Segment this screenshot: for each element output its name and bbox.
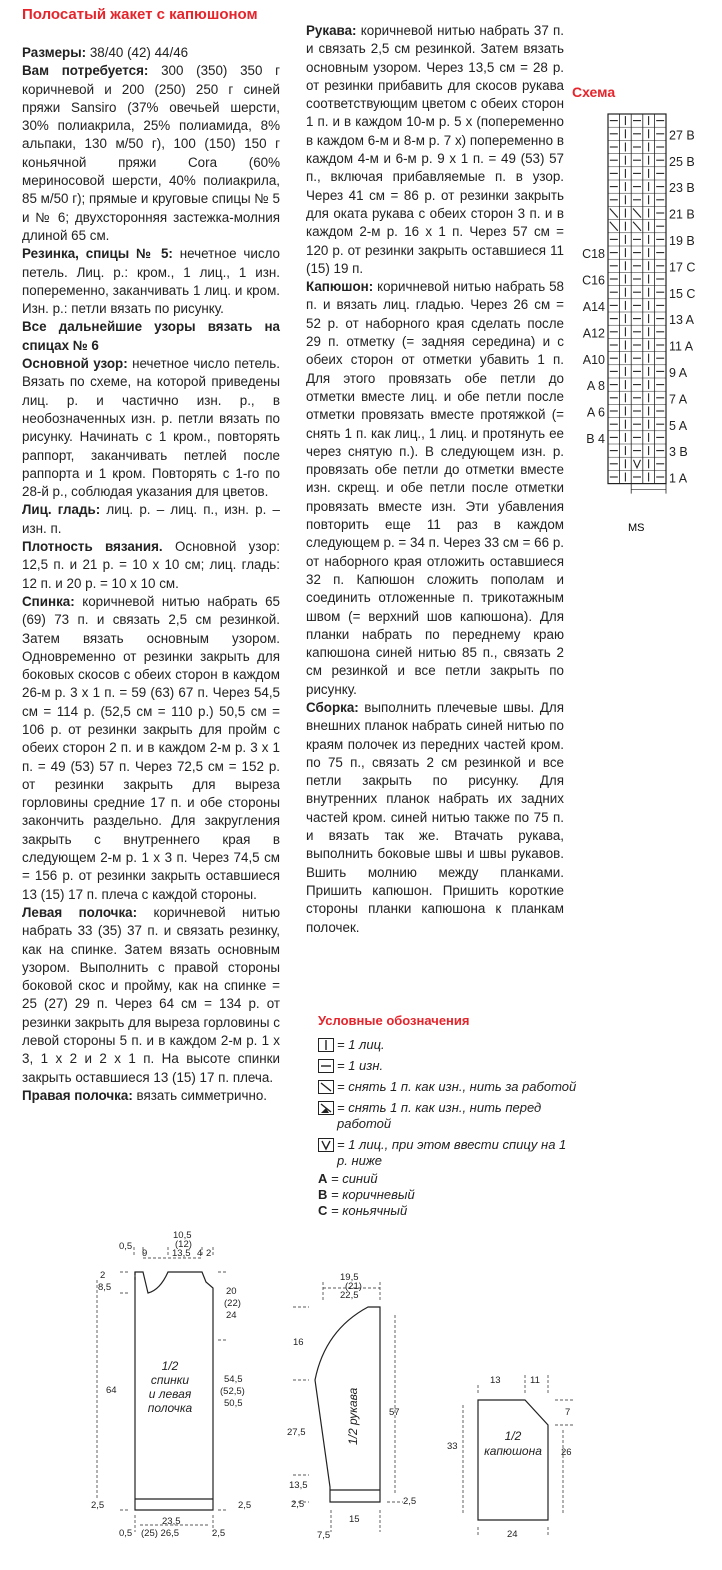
slip-front-symbol-icon — [318, 1101, 334, 1115]
paragraph-hood: Капюшон: коричневой нитью набрать 58 п. и вязать лиц. гладью. Через 26 см = 52 р. от наборного края сделать после 29 п. отметку (= задняя середина) и с обеих сторон от отметки убавить 1 п. Для этого провязать обе петли до отметки вместе лиц. и обе петли после отметки провязать вместе протяжкой (= снять 1 п. как лиц., 1 лиц. и протянуть ее через снятую п.). В следующем изн. р. провязать обе петли до отметки вместе изн. скрещ. и обе петли после отметки провязать вместе изн. Эти убавления повторить еще 11 раз в каждом следующем р. = 34 п. Через 33 см = 66 р. от наборного края отложить оставшиеся 32 п. Капюшон сложить пополам и соединить отложенные п. трикотажным швом (= верхний шов капюшона). Для планки набрать по переднему краю капюшона синей нитью 85 п., связать 2 см резинкой и все петли закрыть по рисунку. — [306, 279, 564, 697]
svg-text:2,5: 2,5 — [291, 1499, 305, 1510]
svg-text:24: 24 — [507, 1529, 518, 1540]
svg-text:24: 24 — [226, 1310, 237, 1321]
paragraph-assembly: Сборка: выполнить плечевые швы. Для внешних планок набрать синей нитью по краям полочек из передних частей кром. по 75 п., связать 2 см резинкой и все петли закрыть по рисунку. Для внутренних планок набрать их задних частей кром. синей нитью также по 75 п. и вязать так же. Втачать рукава, выполнить боковые швы и швы рукавов. Вшить молнию между планками. Пришить капюшон. Пришить короткие стороны планки капюшона к планкам полочек. — [306, 699, 564, 935]
article-title: Полосатый жакет с капюшоном — [22, 6, 258, 23]
svg-text:13: 13 — [490, 1375, 501, 1386]
chart-row-label: 13 A — [669, 313, 695, 328]
chart-row-label: 25 B — [669, 154, 695, 169]
ms-label: MS — [628, 522, 645, 534]
svg-text:64: 64 — [106, 1385, 117, 1396]
svg-text:9: 9 — [142, 1248, 148, 1259]
legend-item-knit-below: = 1 лиц., при этом ввести спицу на 1 р. ниже — [318, 1137, 578, 1169]
svg-text:0,5: 0,5 — [119, 1528, 133, 1539]
paragraph-gauge: Плотность вязания. Основной узор: 12,5 п. и 21 р. = 10 х 10 см; лиц. гладь: 12 п. и 20 р. = 10 х 10 см. — [22, 539, 280, 591]
paragraph-stockinette: Лиц. гладь: лиц. р. – лиц. п., изн. р. – изн. п. — [22, 502, 280, 536]
legend-title: Условные обозначения — [318, 1013, 470, 1028]
paragraph-materials: Вам потребуется: 300 (350) 350 г коричневой и 200 (250) 250 г синей пряжи Sansiro (37% овечьей шерсти, 30% полиакрила, 25% полиамида, 8% альпаки, 130 м/50 г), 100 (150) 150 г коньячной пряжи Cora (60% мериносовой шерсти, 40% полиакрила, 85 м/50 г); прямые и круговые спицы № 5 и № 6; двухсторонняя застежка-молния длиной 65 см. — [22, 63, 280, 243]
svg-text:13,5: 13,5 — [172, 1248, 191, 1259]
chart-row-label: A14 — [582, 300, 605, 314]
svg-text:2: 2 — [206, 1248, 212, 1259]
svg-text:8,5: 8,5 — [98, 1282, 112, 1293]
text-column-left — [22, 44, 280, 1105]
paragraph-sizes: Размеры: 38/40 (42) 44/46 — [22, 45, 189, 60]
svg-text:19,5: 19,5 — [340, 1272, 359, 1283]
slip-back-symbol-icon — [318, 1080, 334, 1094]
svg-text:2,5: 2,5 — [91, 1500, 105, 1511]
legend-color-c: C = коньячный — [318, 1203, 408, 1218]
svg-text:13,5: 13,5 — [289, 1480, 308, 1491]
paragraph-back: Спинка: коричневой нитью набрать 65 (69) 73 п. и связать 2,5 см резинкой. Затем вязать основным узором. Одновременно от резинки закрыть для боковых скосов с обеих сторон в каждом 26-м р. 3 х 1 п. = 59 (63) 67 п. Через 54,5 см = 114 р. (52,5 см = 110 р.) 50,5 см = 106 р. от резинки закрыть для пройм с обеих сторон 2 п. и в каждом 2-м р. 3 х 1 п. = 49 (53) 57 п. Через 72,5 см = 152 р. от резинки закрыть для выреза горловины средние 17 п. и обе стороны закончить раздельно. Для закругления закрыть с внутреннего края в следующем 2-м р. 1 х 3 п. Через 74,5 см = 156 р. от резинки закрыть оставшиеся 13 (15) 17 п. плеча с каждой стороны. — [22, 593, 280, 902]
svg-text:33: 33 — [447, 1441, 458, 1452]
chart-row-label: 1 A — [669, 471, 688, 486]
svg-text:2,5: 2,5 — [238, 1500, 252, 1511]
chart-row-label: 27 B — [669, 128, 695, 143]
chart-row-label: 3 B — [669, 445, 688, 460]
svg-text:2,5: 2,5 — [212, 1528, 226, 1539]
chart-row-label: 7 A — [669, 392, 688, 407]
legend-color-a: A = синий — [318, 1171, 378, 1186]
purl-symbol-icon — [318, 1059, 334, 1073]
paragraph-sleeves: Рукава: коричневой нитью набрать 37 п. и связать 2,5 см резинкой. Затем вязать основным узором. Через 13,5 см = 28 р. от резинки прибавить для скосов рукава соответствующим цветом с обеих сторон 1 п. и в каждом 10-м р. 5 х (попеременно в каждом 6-м и 8-м р. 7 х) попеременно в каждом 4-м и 6-м р. 9 х 1 п. = 49 (53) 57 п., включая прибавляемые п. в узор. Через 41 см = 86 р. от резинки закрыть для оката рукава с обеих сторон 3 п. и в каждом 2-м р. 16 х 1 п. Через 57 см = 120 р. от резинки закрыть оставшиеся 11 (15) 19 п. — [306, 23, 564, 276]
chart-row-label: 5 A — [669, 418, 688, 433]
sleeve-pattern-label: 1/2 рукава — [346, 1387, 360, 1445]
chart-row-label: A 6 — [586, 405, 605, 420]
svg-text:50,5: 50,5 — [224, 1398, 243, 1409]
svg-text:15: 15 — [349, 1514, 360, 1525]
chart-row-label: 21 B — [669, 207, 695, 222]
svg-text:23,5: 23,5 — [162, 1516, 181, 1527]
svg-text:0,5: 0,5 — [119, 1241, 133, 1252]
body-pattern-diagram — [88, 1230, 268, 1570]
svg-text:1/2: 1/2 — [161, 1359, 179, 1373]
chart-row-label: 15 C — [669, 286, 696, 301]
chart-row-label: 19 B — [669, 234, 695, 248]
svg-text:2,5: 2,5 — [403, 1496, 417, 1507]
chart-cell-symbol — [633, 209, 641, 218]
svg-text:11: 11 — [530, 1375, 540, 1386]
svg-text:54,5: 54,5 — [224, 1374, 243, 1385]
svg-text:спинки: спинки — [150, 1373, 190, 1387]
legend-colors — [318, 1171, 578, 1219]
svg-text:26: 26 — [561, 1447, 572, 1458]
svg-text:и левая: и левая — [148, 1387, 192, 1401]
svg-text:(12): (12) — [175, 1239, 192, 1250]
svg-text:(22): (22) — [224, 1298, 241, 1309]
svg-text:16: 16 — [293, 1337, 304, 1348]
svg-text:2: 2 — [100, 1270, 106, 1281]
chart-row-label: 9 A — [669, 366, 688, 380]
knitting-chart — [574, 110, 720, 536]
svg-text:10,5: 10,5 — [173, 1230, 192, 1241]
text-column-right — [306, 22, 564, 937]
svg-text:7,5: 7,5 — [317, 1530, 331, 1541]
paragraph-rib: Резинка, спицы № 5: нечетное число петель. Лиц. р.: кром., 1 лиц., 1 изн. попеременно, заканчивать 1 лиц. и кром. Изн. р.: петли вязать по рисунку. — [22, 246, 280, 317]
legend-color-b: B = коричневый — [318, 1187, 415, 1202]
chart-row-label: A12 — [582, 326, 605, 341]
hood-pattern-diagram — [445, 1365, 585, 1540]
legend — [318, 1013, 578, 1219]
svg-text:1/2: 1/2 — [504, 1429, 522, 1443]
chart-row-label: A 8 — [586, 379, 605, 394]
svg-text:полочка: полочка — [147, 1401, 193, 1415]
paragraph-main-pattern: Основной узор: нечетное число петель. Вязать по схеме, на которой приведены лиц. р. и частично изн. р., в необозначенных изн. р. петли вязать по рисунку. Начинать с 1 кром., повторять раппорт, заканчивать петлей после раппорта и 1 кром. Повторять с 1-го по 28-й р., соблюдая указания для цветов. — [22, 356, 280, 500]
schema-title: Схема — [572, 84, 616, 100]
chart-row-label: A10 — [582, 352, 605, 367]
svg-text:20: 20 — [226, 1286, 237, 1297]
chart-row-label: C16 — [582, 273, 605, 288]
paragraph-left-front: Левая полочка: коричневой нитью набрать 33 (35) 37 п. и связать резинку, как на спинке. Затем вязать основным узором. Выполнить с правой стороны боковой скос и пройму, как на спинке = 25 (27) 29 п. Через 64 см = 134 р. от резинки закрыть для выреза горловины с левой стороны 5 п. и в каждом 2-м р. 1 х 3, 1 х 2 и 2 х 1 п. На высоте спинки закрыть оставшиеся 13 (15) 17 п. плеча. — [22, 904, 280, 1085]
chart-cell-symbol — [610, 222, 618, 231]
knit-symbol-icon — [318, 1038, 334, 1052]
chart-row-label: C18 — [582, 247, 605, 262]
chart-row-label: B 4 — [586, 432, 605, 446]
knit-below-symbol-icon — [318, 1138, 334, 1152]
chart-row-label: 23 B — [669, 181, 695, 196]
svg-text:(21): (21) — [345, 1281, 362, 1292]
chart-cell-symbol — [610, 209, 618, 218]
svg-text:27,5: 27,5 — [287, 1427, 306, 1438]
svg-text:(52,5): (52,5) — [220, 1386, 245, 1397]
legend-item-knit: = 1 лиц. — [318, 1037, 578, 1053]
sleeve-pattern-diagram — [285, 1270, 435, 1570]
legend-item-purl: = 1 изн. — [318, 1058, 578, 1074]
paragraph-right-front: Правая полочка: вязать симметрично. — [22, 1087, 268, 1103]
chart-row-label: 11 A — [669, 339, 694, 354]
svg-text:(25) 26,5: (25) 26,5 — [141, 1528, 180, 1539]
paragraph-needles-note: Все дальнейшие узоры вязать на спицах № 6 — [22, 319, 280, 353]
svg-text:4: 4 — [197, 1248, 203, 1259]
svg-text:22,5: 22,5 — [340, 1290, 359, 1301]
legend-item-slip-front: = снять 1 п. как изн., нить перед работой — [318, 1100, 578, 1132]
svg-text:7: 7 — [565, 1407, 571, 1418]
svg-text:57: 57 — [389, 1407, 400, 1418]
chart-row-label: 17 C — [669, 260, 696, 275]
chart-cell-symbol — [634, 460, 641, 468]
chart-cell-symbol — [633, 222, 641, 231]
legend-item-slip-back: = снять 1 п. как изн., нить за работой — [318, 1079, 578, 1095]
svg-text:капюшона: капюшона — [484, 1444, 542, 1458]
